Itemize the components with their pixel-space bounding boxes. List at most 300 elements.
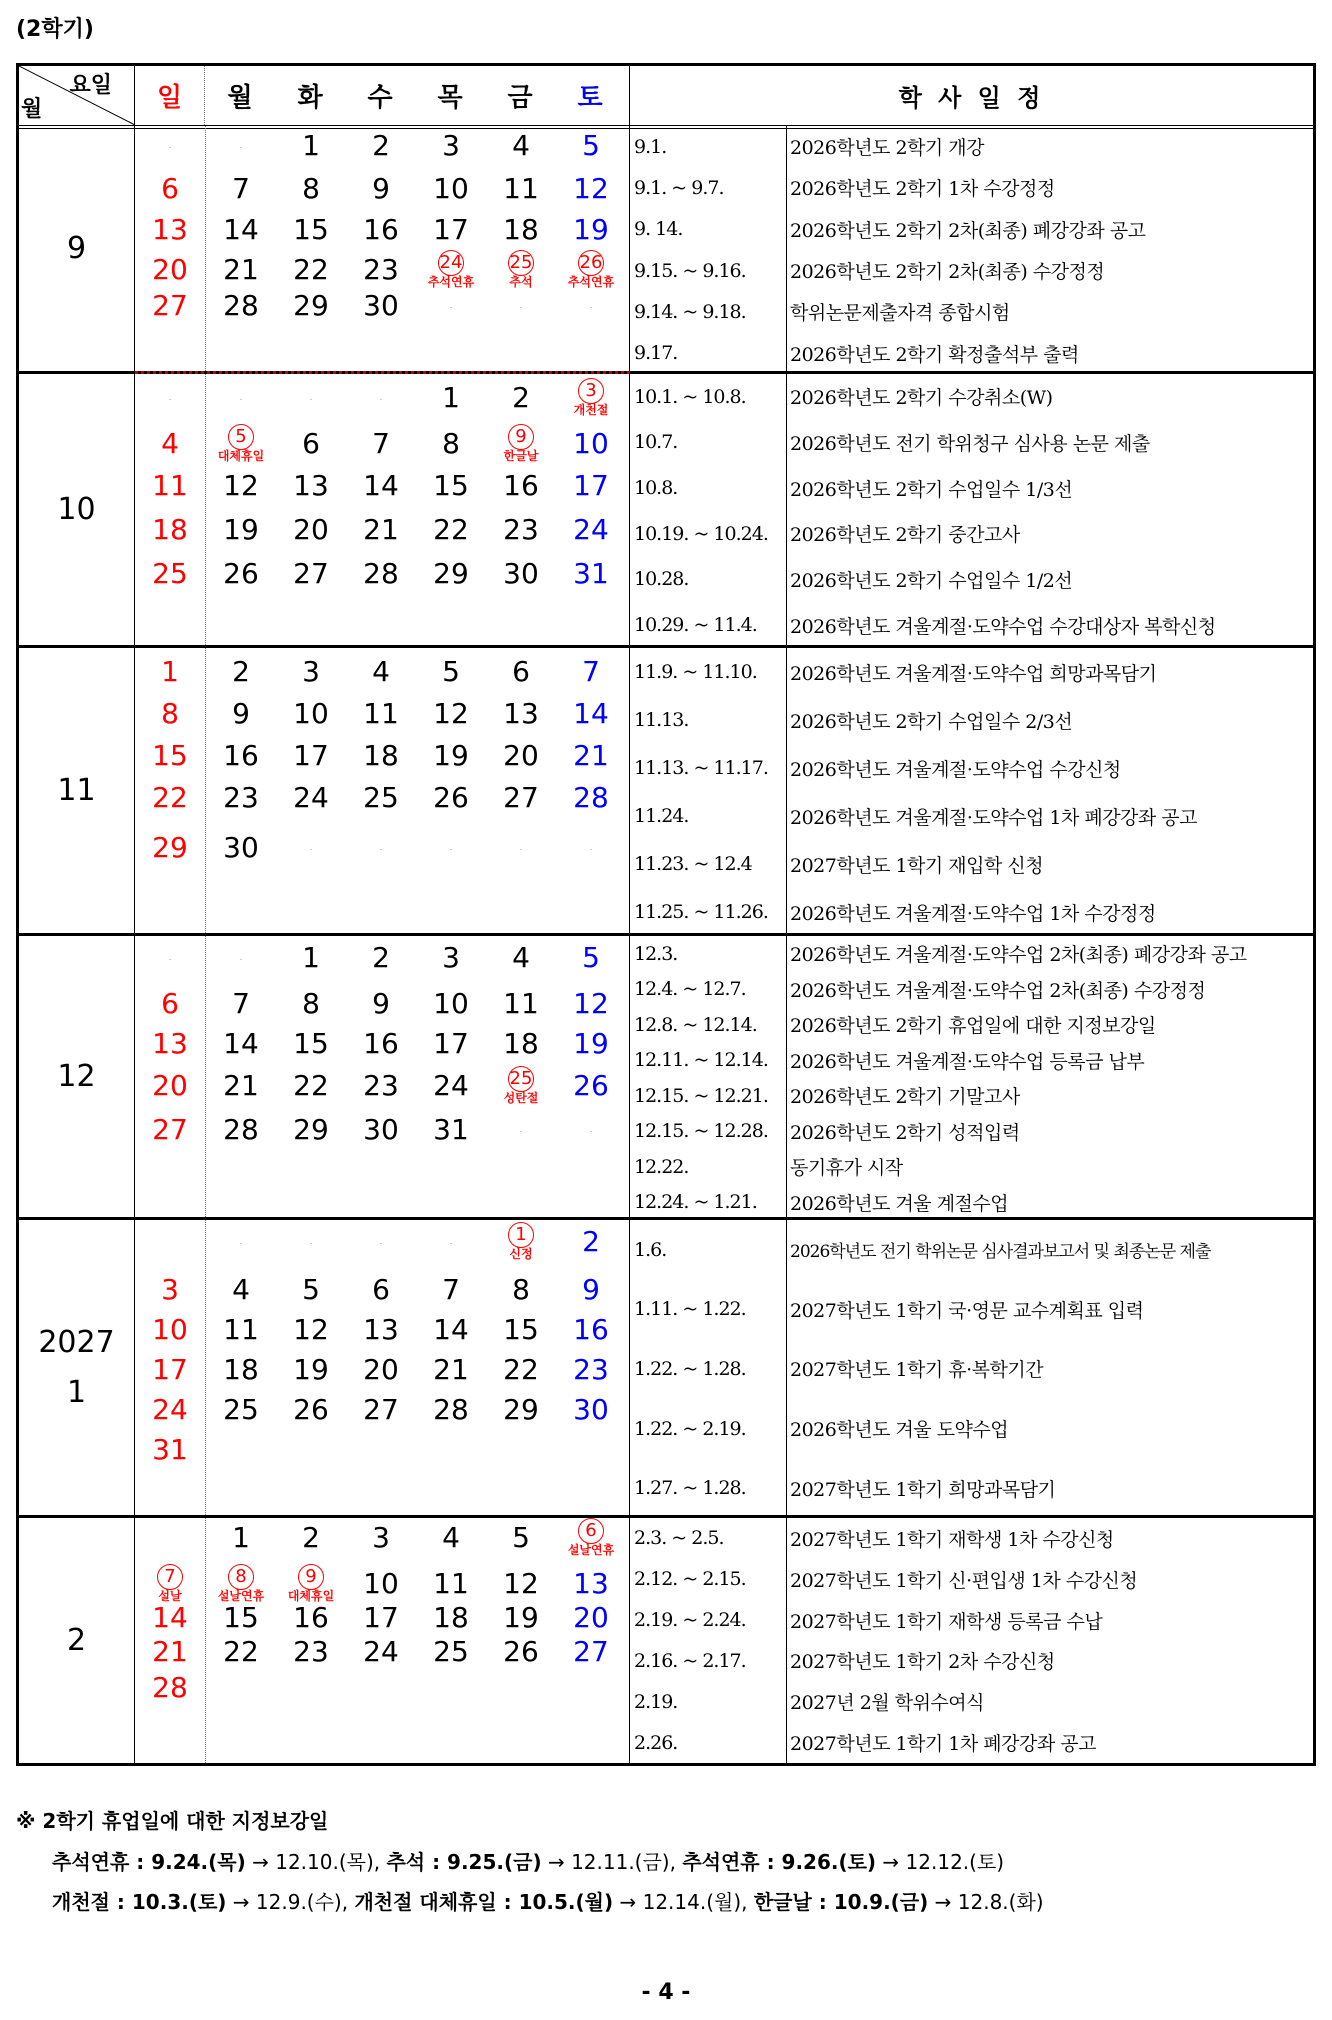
calendar-date: 19 [573, 1027, 609, 1060]
schedule-description: 2027년 2월 학위수여식 [790, 1692, 984, 1715]
sunday-divider [205, 374, 206, 645]
calendar-date: 17 [573, 469, 609, 502]
calendar-date: 9 [372, 172, 390, 205]
calendar-date: 24 [433, 1069, 469, 1102]
schedule-row [630, 1600, 1313, 1641]
calendar-grid [135, 126, 630, 371]
header-monday: 월 [227, 83, 253, 113]
holiday-label: 대체휴일 [287, 1589, 335, 1603]
calendar-date: 9 [582, 1273, 600, 1306]
schedule-description: 2026학년도 겨울계절·도약수업 2차(최종) 폐강강좌 공고 [790, 944, 1247, 967]
calendar-date: 22 [433, 513, 469, 546]
calendar-date: 5 [442, 655, 460, 688]
schedule-date: 2.26. [634, 1731, 678, 1754]
schedule-description: 2026학년도 겨울계절·도약수업 수강신청 [790, 758, 1121, 781]
calendar-date: 23 [363, 1069, 399, 1102]
calendar-date: 17 [433, 1027, 469, 1060]
calendar-date: 26 [573, 1069, 609, 1102]
calendar-date: 18 [503, 1027, 539, 1060]
schedule-date: 12.15. ~ 12.21. [634, 1084, 768, 1107]
calendar-date: 26 [503, 1635, 539, 1668]
holiday-circle-icon: 8 [228, 1564, 254, 1590]
calendar-date: . [379, 843, 383, 852]
calendar-date: 17 [433, 213, 469, 246]
calendar-date: 6 [161, 987, 179, 1020]
schedule-row [630, 1078, 1313, 1114]
holiday-circle-icon: 26 [578, 250, 604, 276]
calendar-date: 15 [503, 1313, 539, 1346]
calendar-date: 11 [363, 697, 399, 730]
month-label-text: 2 [66, 1622, 87, 1658]
schedule-description: 동기휴가 시작 [790, 1157, 903, 1180]
schedule-date: 2.12. ~ 2.15. [634, 1568, 746, 1591]
holiday-date [276, 1564, 346, 1603]
schedule-row [630, 696, 1313, 744]
holiday-label: 한글날 [503, 449, 539, 463]
calendar-date: 25 [152, 557, 188, 590]
schedule-row [630, 126, 1313, 167]
calendar-date: 16 [503, 469, 539, 502]
calendar-date: 14 [223, 213, 259, 246]
calendar-date: 7 [232, 172, 250, 205]
calendar-date: 24 [363, 1635, 399, 1668]
schedule-description: 2026학년도 겨울계절·도약수업 등록금 납부 [790, 1050, 1145, 1073]
schedule-description: 2026학년도 전기 학위청구 심사용 논문 제출 [790, 432, 1150, 455]
holiday-label: 개천절 [573, 403, 609, 417]
calendar-date: 27 [363, 1393, 399, 1426]
holiday-label: 설날연휴 [567, 1543, 615, 1557]
schedule-row [630, 557, 1313, 603]
calendar-date: 20 [152, 1069, 188, 1102]
calendar-date: 21 [152, 1635, 188, 1668]
header-wednesday: 수 [367, 83, 393, 113]
schedule-row [630, 291, 1313, 332]
schedule-row [630, 1518, 1313, 1559]
calendar-date: 1 [232, 1521, 250, 1554]
schedule-date: 12.24. ~ 1.21. [634, 1191, 757, 1214]
september-red-divider [135, 371, 630, 374]
month-block [19, 648, 1313, 936]
schedule-description: 2026학년도 겨울 도약수업 [790, 1419, 1009, 1442]
calendar-date: 26 [293, 1393, 329, 1426]
schedule-date: 10.28. [634, 568, 689, 591]
calendar-grid [135, 1518, 630, 1763]
calendar-date: 29 [152, 831, 188, 864]
calendar-date: 13 [152, 1027, 188, 1060]
calendar-date: 22 [223, 1635, 259, 1668]
schedule-description: 2026학년도 2학기 수업일수 2/3선 [790, 710, 1073, 733]
schedule-date: 2.19. ~ 2.24. [634, 1609, 746, 1632]
calendar-date: 16 [363, 213, 399, 246]
calendar-date: 26 [433, 781, 469, 814]
holiday-circle-icon: 25 [508, 1066, 534, 1092]
schedule-date: 9.17. [634, 342, 678, 365]
calendar-date: 1 [161, 655, 179, 688]
calendar-date: 19 [293, 1353, 329, 1386]
holiday-date [556, 250, 626, 289]
calendar-date: . [168, 393, 172, 402]
calendar-date: 14 [433, 1313, 469, 1346]
holiday-label: 대체휴일 [217, 449, 265, 463]
schedule-date: 11.13. [634, 709, 689, 731]
page-title: (2학기) [16, 17, 94, 42]
calendar-date: 4 [442, 1521, 460, 1554]
schedule-row [630, 1007, 1313, 1043]
month-label: 월 [21, 97, 43, 122]
calendar-date: 4 [372, 655, 390, 688]
calendar-date: 30 [363, 289, 399, 322]
schedule-description: 2026학년도 겨울계절·도약수업 1차 폐강강좌 공고 [790, 806, 1198, 829]
calendar-date: 17 [152, 1353, 188, 1386]
holiday-circle-icon: 9 [508, 424, 534, 450]
holiday-date [135, 1564, 205, 1603]
calendar-date: 16 [363, 1027, 399, 1060]
calendar-date: 4 [161, 427, 179, 460]
calendar-date: 28 [152, 1671, 188, 1704]
academic-calendar-table [16, 63, 1316, 1766]
note-makeup-date: → 12.11.(금), [541, 1850, 683, 1874]
calendar-date: . [589, 301, 593, 310]
schedule-description: 2027학년도 1학기 국·영문 교수계획표 입력 [790, 1299, 1144, 1322]
notes-title: ※ 2학기 휴업일에 대한 지정보강일 [16, 1809, 329, 1833]
calendar-date: 29 [293, 289, 329, 322]
holiday-date [416, 250, 486, 289]
calendar-date: 14 [573, 697, 609, 730]
calendar-date: . [168, 953, 172, 962]
header-sunday: 일 [135, 66, 205, 125]
calendar-date: 16 [223, 739, 259, 772]
schedule-list [630, 1220, 1313, 1515]
holiday-label: 추석연휴 [427, 275, 475, 289]
holiday-date [486, 424, 556, 463]
calendar-date: 30 [573, 1393, 609, 1426]
schedule-list [630, 126, 1313, 371]
schedule-description: 2026학년도 2학기 확정출석부 출력 [790, 343, 1079, 366]
calendar-date: 8 [302, 172, 320, 205]
calendar-date: 3 [372, 1521, 390, 1554]
calendar-date: 3 [442, 129, 460, 162]
note-makeup-date: → 12.10.(목), [245, 1850, 387, 1874]
holiday-circle-icon: 6 [578, 1518, 604, 1544]
calendar-date: 27 [573, 1635, 609, 1668]
holiday-date [206, 1564, 276, 1603]
calendar-date: 6 [161, 172, 179, 205]
calendar-date: 25 [433, 1635, 469, 1668]
month-label-text: 1 [66, 1374, 87, 1410]
calendar-date: 6 [372, 1273, 390, 1306]
calendar-date: 14 [152, 1601, 188, 1634]
calendar-date: 6 [302, 427, 320, 460]
schedule-row [630, 167, 1313, 208]
calendar-date: 31 [152, 1433, 188, 1466]
calendar-date: 7 [442, 1273, 460, 1306]
calendar-date: . [589, 843, 593, 852]
calendar-grid [135, 648, 630, 933]
schedule-description: 2026학년도 전기 학위논문 심사결과보고서 및 최종논문 제출 [790, 1242, 1211, 1263]
schedule-row [630, 792, 1313, 840]
schedule-row [630, 936, 1313, 972]
calendar-date: 3 [161, 1273, 179, 1306]
holiday-circle-icon: 1 [508, 1222, 534, 1248]
schedule-description: 2027학년도 1학기 재입학 신청 [790, 854, 1044, 877]
schedule-date: 11.25. ~ 11.26. [634, 901, 768, 923]
holiday-date [486, 250, 556, 289]
month-label-text: 12 [57, 1058, 96, 1094]
holiday-circle-icon: 25 [508, 250, 534, 276]
schedule-date: 1.27. ~ 1.28. [634, 1477, 746, 1500]
calendar-date: 21 [573, 739, 609, 772]
calendar-date: 20 [293, 513, 329, 546]
calendar-date: 2 [372, 941, 390, 974]
calendar-date: . [379, 393, 383, 402]
calendar-date: 24 [573, 513, 609, 546]
schedule-row [630, 602, 1313, 648]
schedule-description: 2026학년도 2학기 휴업일에 대한 지정보강일 [790, 1015, 1156, 1038]
schedule-date: 12.4. ~ 12.7. [634, 978, 746, 1001]
holiday-date [486, 1222, 556, 1261]
calendar-date: 11 [223, 1313, 259, 1346]
calendar-date: 12 [573, 172, 609, 205]
calendar-date: . [239, 393, 243, 402]
calendar-date: 10 [293, 697, 329, 730]
calendar-date: 12 [503, 1567, 539, 1600]
schedule-date: 9.1. [634, 135, 667, 158]
calendar-date: 18 [223, 1353, 259, 1386]
calendar-date: 22 [293, 1069, 329, 1102]
schedule-description: 2026학년도 겨울계절·도약수업 1차 수강정정 [790, 902, 1156, 925]
calendar-date: 23 [363, 253, 399, 286]
note-holiday: 개천절 : 10.3.(토) [52, 1890, 227, 1914]
schedule-date: 12.22. [634, 1155, 689, 1178]
calendar-date: 4 [512, 129, 530, 162]
calendar-date: 31 [433, 1113, 469, 1146]
weekday-label: 요일 [69, 73, 112, 98]
calendar-date: 5 [302, 1273, 320, 1306]
month-block [19, 374, 1313, 648]
schedule-description: 2027학년도 1학기 휴·복학기간 [790, 1359, 1044, 1382]
calendar-date: 2 [302, 1521, 320, 1554]
schedule-row [630, 1681, 1313, 1722]
calendar-date: 21 [363, 513, 399, 546]
calendar-date: 20 [573, 1601, 609, 1634]
calendar-date: 13 [293, 469, 329, 502]
calendar-grid [135, 1220, 630, 1515]
holiday-label: 추석연휴 [567, 275, 615, 289]
sunday-divider [205, 126, 206, 371]
holiday-date [486, 1066, 556, 1105]
calendar-date: 13 [503, 697, 539, 730]
calendar-date: 12 [293, 1313, 329, 1346]
calendar-date: 22 [293, 253, 329, 286]
holiday-circle-icon: 24 [438, 250, 464, 276]
calendar-date: 25 [223, 1393, 259, 1426]
schedule-date: 12.15. ~ 12.28. [634, 1120, 768, 1143]
month-number [19, 126, 135, 371]
calendar-date: 16 [573, 1313, 609, 1346]
schedule-row [630, 1114, 1313, 1150]
calendar-date: . [589, 1125, 593, 1134]
schedule-list [630, 1518, 1313, 1763]
calendar-date: 20 [152, 253, 188, 286]
month-block [19, 1518, 1313, 1763]
schedule-row [630, 333, 1313, 374]
schedule-date: 2.16. ~ 2.17. [634, 1649, 746, 1672]
holiday-label: 추석 [509, 275, 533, 289]
header-friday: 금 [507, 83, 533, 113]
calendar-date: 30 [363, 1113, 399, 1146]
schedule-row [630, 374, 1313, 420]
schedule-date: 1.6. [634, 1238, 667, 1261]
calendar-date: . [239, 141, 243, 150]
schedule-row [630, 972, 1313, 1008]
holiday-label: 신정 [509, 1247, 533, 1261]
schedule-date: 10.19. ~ 10.24. [634, 522, 768, 545]
month-label-text: 2027 [38, 1324, 115, 1360]
schedule-row [630, 888, 1313, 936]
calendar-date: 28 [573, 781, 609, 814]
calendar-date: 2 [372, 129, 390, 162]
calendar-date: 15 [293, 213, 329, 246]
calendar-date: 8 [161, 697, 179, 730]
calendar-date: 18 [503, 213, 539, 246]
month-number [19, 374, 135, 645]
schedule-row [630, 1280, 1313, 1340]
calendar-date: 23 [573, 1353, 609, 1386]
calendar-date: 21 [223, 1069, 259, 1102]
calendar-date: 25 [363, 781, 399, 814]
schedule-date: 11.23. ~ 12.4 [634, 853, 752, 875]
month-number [19, 648, 135, 933]
calendar-date: 13 [152, 213, 188, 246]
schedule-row [630, 1043, 1313, 1079]
schedule-row [630, 209, 1313, 250]
calendar-date: 28 [433, 1393, 469, 1426]
holiday-circle-icon: 9 [298, 1564, 324, 1590]
calendar-date: 22 [503, 1353, 539, 1386]
calendar-date: 18 [152, 513, 188, 546]
header-saturday: 토 [577, 83, 603, 113]
schedule-row [630, 648, 1313, 696]
calendar-date: 23 [223, 781, 259, 814]
schedule-date: 9.15. ~ 9.16. [634, 259, 746, 282]
calendar-date: 8 [302, 987, 320, 1020]
calendar-date: 9 [372, 987, 390, 1020]
calendar-date: 27 [152, 1113, 188, 1146]
calendar-date: 8 [512, 1273, 530, 1306]
calendar-date: . [168, 141, 172, 150]
schedule-row [630, 1559, 1313, 1600]
schedule-date: 11.13. ~ 11.17. [634, 757, 768, 779]
header-thursday: 목 [437, 83, 463, 113]
holiday-date [206, 424, 276, 463]
calendar-date: . [449, 1237, 453, 1246]
calendar-date: 10 [152, 1313, 188, 1346]
calendar-date: . [309, 393, 313, 402]
schedule-description: 2026학년도 2학기 2차(최종) 수강정정 [790, 261, 1105, 284]
schedule-date: 10.1. ~ 10.8. [634, 385, 746, 408]
schedule-date: 1.22. ~ 2.19. [634, 1417, 746, 1440]
schedule-date: 2.3. ~ 2.5. [634, 1527, 724, 1550]
schedule-date: 1.22. ~ 1.28. [634, 1357, 746, 1380]
schedule-description: 2026학년도 2학기 수업일수 1/3선 [790, 478, 1073, 501]
page-number: - 4 - [641, 1980, 691, 2005]
schedule-description: 2026학년도 2학기 수업일수 1/2선 [790, 569, 1073, 592]
schedule-description: 2026학년도 겨울계절·도약수업 수강대상자 복학신청 [790, 615, 1216, 638]
notes-line-2 [52, 1886, 1044, 1915]
holiday-label: 성탄절 [503, 1091, 539, 1105]
schedule-description: 2027학년도 1학기 1차 폐강강좌 공고 [790, 1733, 1096, 1756]
month-block [19, 936, 1313, 1220]
schedule-list [630, 936, 1313, 1217]
schedule-row [630, 1185, 1313, 1221]
notes-line-1 [52, 1846, 1004, 1875]
schedule-date: 9.1. ~ 9.7. [634, 176, 724, 199]
calendar-date: 26 [223, 557, 259, 590]
calendar-date: 17 [363, 1601, 399, 1634]
calendar-date: 1 [302, 129, 320, 162]
schedule-description: 2027학년도 1학기 재학생 1차 수강신청 [790, 1528, 1114, 1551]
calendar-date: 4 [512, 941, 530, 974]
calendar-date: 18 [363, 739, 399, 772]
schedule-date: 12.3. [634, 942, 678, 965]
calendar-date: 10 [433, 172, 469, 205]
calendar-date: . [519, 301, 523, 310]
calendar-date: 11 [503, 987, 539, 1020]
schedule-date: 11.9. ~ 11.10. [634, 661, 757, 683]
schedule-row [630, 1722, 1313, 1763]
calendar-date: . [519, 1125, 523, 1134]
schedule-description: 2027학년도 1학기 희망과목담기 [790, 1478, 1056, 1501]
note-holiday: 개천절 대체휴일 : 10.5.(월) [354, 1890, 614, 1914]
note-makeup-date: → 12.8.(화) [928, 1890, 1044, 1914]
schedule-description: 2026학년도 겨울 계절수업 [790, 1192, 1009, 1215]
calendar-date: 21 [223, 253, 259, 286]
month-number [19, 1518, 135, 1763]
calendar-date: 10 [363, 1567, 399, 1600]
calendar-date: 14 [363, 469, 399, 502]
calendar-date: 19 [503, 1601, 539, 1634]
calendar-date: 10 [433, 987, 469, 1020]
calendar-date: . [309, 1237, 313, 1246]
calendar-date: . [449, 843, 453, 852]
note-holiday: 추석연휴 : 9.24.(목) [52, 1850, 246, 1874]
calendar-date: . [519, 843, 523, 852]
calendar-date: 5 [582, 941, 600, 974]
calendar-date: 17 [293, 739, 329, 772]
month-label-text: 10 [57, 491, 96, 527]
calendar-date: 15 [223, 1601, 259, 1634]
schedule-date: 9. 14. [634, 218, 683, 241]
calendar-date: 24 [152, 1393, 188, 1426]
calendar-date: 12 [573, 987, 609, 1020]
calendar-date: 7 [582, 655, 600, 688]
note-makeup-date: → 12.9.(수), [226, 1890, 355, 1914]
calendar-date: 12 [433, 697, 469, 730]
calendar-date: 5 [512, 1521, 530, 1554]
schedule-description: 2026학년도 겨울계절·도약수업 2차(최종) 수강정정 [790, 979, 1206, 1002]
schedule-description: 2026학년도 2학기 기말고사 [790, 1086, 1020, 1109]
calendar-date: . [239, 1237, 243, 1246]
calendar-date: 29 [293, 1113, 329, 1146]
calendar-date: 2 [232, 655, 250, 688]
calendar-date: 4 [232, 1273, 250, 1306]
calendar-date: 19 [223, 513, 259, 546]
calendar-date: 2 [582, 1225, 600, 1258]
month-label-text: 9 [66, 230, 87, 266]
schedule-date: 12.8. ~ 12.14. [634, 1013, 757, 1036]
schedule-list [630, 374, 1313, 645]
schedule-date: 10.29. ~ 11.4. [634, 614, 757, 637]
